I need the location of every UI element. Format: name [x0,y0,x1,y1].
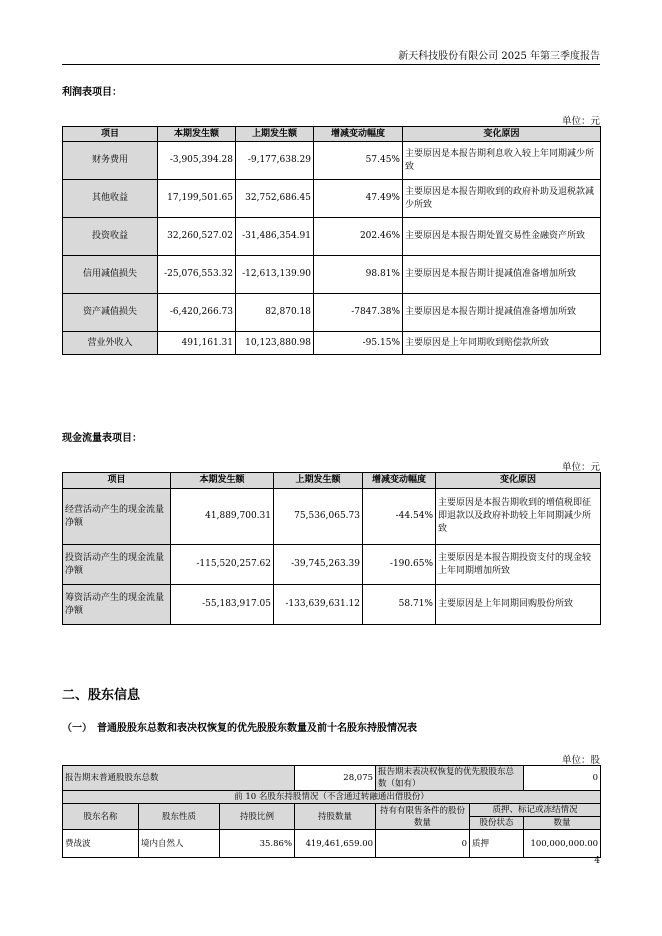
col-header: 增减变动幅度 [314,127,403,142]
row-reason: 主要原因是本报告期处置交易性金融资产所致 [403,218,601,256]
row-previous: -12,613,139.90 [236,256,314,294]
row-reason: 主要原因是本报告期计提减值准备增加所致 [403,294,601,332]
row-item: 资产减值损失 [63,294,158,332]
row-current: -25,076,553.32 [158,256,236,294]
row-change: 47.49% [314,180,403,218]
table-row [63,218,601,256]
holder-name: 费战波 [63,830,139,858]
cashflow-table [62,472,601,625]
row-item: 投资收益 [63,218,158,256]
row-current: 491,161.31 [158,332,236,355]
income-unit: 单位：元 [561,116,600,127]
table-row [63,256,601,294]
row-change: -190.65% [363,545,436,585]
row-previous: -133,639,631.12 [274,585,363,625]
col-header: 项目 [63,473,171,489]
cashflow-header-row [63,473,601,489]
row-change: -7847.38% [314,294,403,332]
table-row [63,294,601,332]
row-reason: 主要原因是上年同期回购股份所致 [436,585,601,625]
holder-amount: 100,000,000.00 [524,830,601,858]
table-row [63,545,601,585]
shareholders-unit: 单位：股 [561,755,600,766]
col-header: 上期发生额 [274,473,363,489]
row-previous: 75,536,065.73 [274,489,363,545]
row-item: 财务费用 [63,142,158,180]
col-header: 变化原因 [436,473,601,489]
row-reason: 主要原因是本报告期收到的增值税即征即退款以及政府补助较上年同期减少所致 [436,489,601,545]
row-previous: 32,752,686.45 [236,180,314,218]
col-header: 持股比例 [220,804,295,830]
row-previous: -31,486,354.91 [236,218,314,256]
row-previous: 10,123,880.98 [236,332,314,355]
total-holders-value: 28,075 [295,766,376,791]
section-subheading: （一） 普通股股东总数和表决权恢复的优先股股东数量及前十名股东持股情况表 [62,723,417,734]
holder-qty: 419,461,659.00 [295,830,376,858]
income-section-title: 利润表项目： [62,87,122,98]
col-header: 股份状态 [470,817,524,830]
col-header: 上期发生额 [236,127,314,142]
table-row [63,830,601,858]
total-holders-row [63,766,601,791]
row-current: -6,420,266.73 [158,294,236,332]
table-row [63,180,601,218]
row-current: -115,520,257.62 [171,545,274,585]
col-header: 变化原因 [403,127,601,142]
row-item: 信用减值损失 [63,256,158,294]
col-header: 持股数量 [295,804,376,830]
page-header-title: 新天科技股份有限公司 2025 年第三季度报告 [398,51,600,62]
col-header: 持有有限售条件的股份数量 [376,804,470,830]
row-previous: 82,870.18 [236,294,314,332]
row-change: -44.54% [363,489,436,545]
row-current: -55,183,917.05 [171,585,274,625]
row-reason: 主要原因是本报告期利息收入较上年同期减少所致 [403,142,601,180]
shareholders-header-row [63,804,601,817]
col-header: 增减变动幅度 [363,473,436,489]
total-holders-label: 报告期末普通股股东总数 [63,766,295,791]
row-item: 其他收益 [63,180,158,218]
row-change: 57.45% [314,142,403,180]
row-item: 筹资活动产生的现金流量净额 [63,585,171,625]
col-header: 股东名称 [63,804,139,830]
table-row [63,332,601,355]
holder-restricted: 0 [376,830,470,858]
table-row [63,585,601,625]
row-item: 经营活动产生的现金流量净额 [63,489,171,545]
top10-title-row [63,791,601,804]
row-change: 58.71% [363,585,436,625]
table-row [63,142,601,180]
row-reason: 主要原因是本报告期投资支付的现金较上年同期增加所致 [436,545,601,585]
row-change: -95.15% [314,332,403,355]
income-table [62,126,601,355]
row-reason: 主要原因是本报告期收到的政府补助及退税款减少所致 [403,180,601,218]
row-current: -3,905,394.28 [158,142,236,180]
cashflow-unit: 单位：元 [561,462,600,473]
top10-title: 前 10 名股东持股情况（不含通过转融通出借股份） [63,791,601,804]
row-current: 41,889,700.31 [171,489,274,545]
row-change: 202.46% [314,218,403,256]
cashflow-section-title: 现金流量表项目： [62,433,142,444]
header-divider [62,64,600,65]
income-header-row [63,127,601,142]
row-reason: 主要原因是上年同期收到赔偿款所致 [403,332,601,355]
col-header: 本期发生额 [158,127,236,142]
shareholders-table [62,765,601,858]
row-item: 营业外收入 [63,332,158,355]
col-header: 项目 [63,127,158,142]
row-previous: -9,177,638.29 [236,142,314,180]
col-header: 股东性质 [139,804,220,830]
row-change: 98.81% [314,256,403,294]
holder-ratio: 35.86% [220,830,295,858]
table-row [63,489,601,545]
col-header: 本期发生额 [171,473,274,489]
holder-nature: 境内自然人 [139,830,220,858]
pref-holders-value: 0 [524,766,601,791]
row-current: 32,260,527.02 [158,218,236,256]
row-reason: 主要原因是本报告期计提减值准备增加所致 [403,256,601,294]
holder-status: 质押 [470,830,524,858]
col-header: 质押、标记或冻结情况 [470,804,601,817]
row-previous: -39,745,263.39 [274,545,363,585]
row-current: 17,199,501.65 [158,180,236,218]
row-item: 投资活动产生的现金流量净额 [63,545,171,585]
section-heading: 二、股东信息 [62,688,141,703]
pref-holders-label: 报告期末表决权恢复的优先股股东总数（如有） [376,766,524,791]
page-number: 4 [594,856,600,866]
col-header: 数量 [524,817,601,830]
